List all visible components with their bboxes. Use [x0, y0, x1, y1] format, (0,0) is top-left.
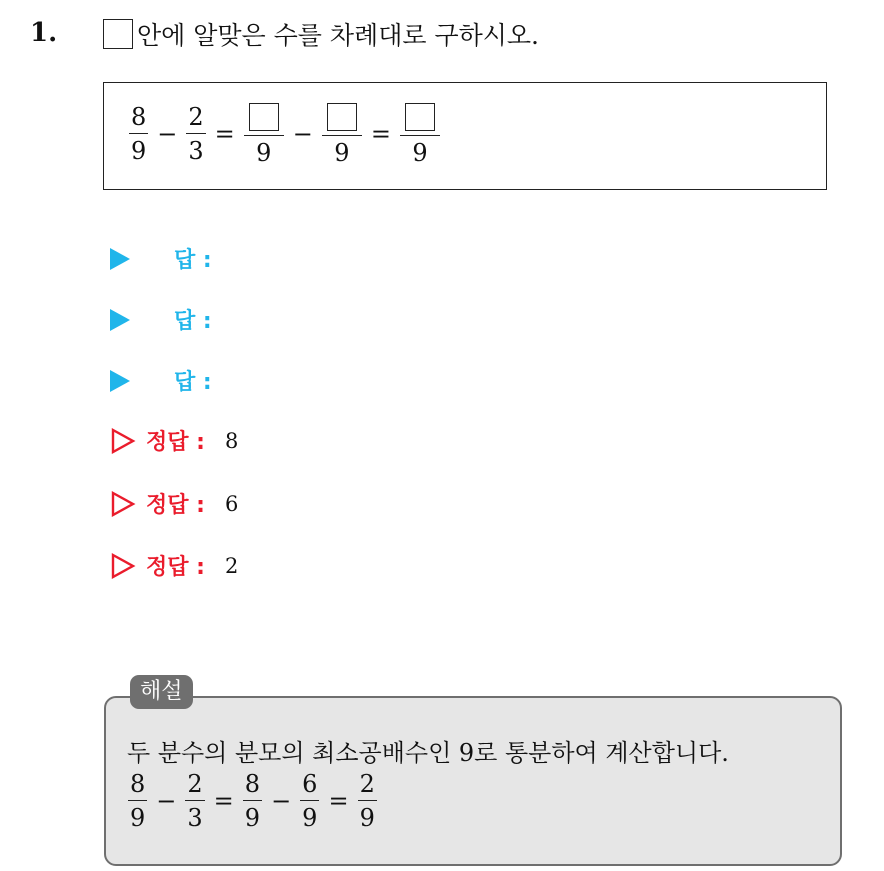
fraction-bar	[243, 800, 262, 801]
denominator: 3	[187, 804, 203, 832]
fraction-bar	[400, 135, 440, 136]
answer-label: 답 :	[174, 248, 212, 273]
answer-blank-1[interactable]	[249, 103, 279, 131]
denominator: 9	[412, 139, 428, 167]
question-instruction-line	[103, 16, 539, 52]
answer-row-3[interactable]	[110, 365, 212, 396]
correct-answer-label: 정답 :	[146, 430, 205, 455]
fraction	[358, 772, 377, 830]
denominator: 9	[131, 137, 147, 165]
fraction	[243, 772, 262, 830]
denominator: 9	[359, 804, 375, 832]
outline-triangle-icon	[110, 553, 136, 579]
denominator: 9	[302, 804, 318, 832]
denominator: 9	[256, 139, 272, 167]
explanation-text: 두 분수의 분모의 최소공배수인 9로 통분하여 계산합니다.	[127, 739, 729, 767]
fraction-bar	[244, 135, 284, 136]
equation-row	[126, 103, 443, 165]
numerator: 2	[188, 103, 204, 131]
blank-fraction-3	[400, 103, 440, 165]
outline-triangle-icon	[110, 428, 136, 454]
correct-answer-value: 6	[224, 491, 239, 516]
correct-answer-label: 정답 :	[146, 555, 205, 580]
fraction	[128, 772, 147, 830]
equals-sign: =	[214, 120, 235, 148]
numerator: 2	[187, 770, 203, 798]
equals-sign: =	[213, 787, 234, 815]
numerator: 8	[131, 103, 147, 131]
correct-answer-row-1	[110, 425, 238, 456]
equation-box	[103, 82, 827, 190]
explanation-tab: 해설	[130, 675, 193, 709]
fraction	[300, 772, 319, 830]
fraction-bar	[129, 133, 148, 134]
play-triangle-icon	[110, 370, 130, 392]
explanation-equation	[125, 772, 380, 830]
numerator: 2	[359, 770, 375, 798]
denominator: 9	[130, 804, 146, 832]
denominator: 9	[244, 804, 261, 832]
play-triangle-icon	[110, 309, 130, 331]
question-number: 1.	[30, 18, 58, 48]
answer-blank-3[interactable]	[405, 103, 435, 131]
minus-sign: −	[292, 120, 313, 148]
answer-label: 답 :	[174, 309, 212, 334]
denominator: 9	[334, 139, 350, 167]
blank-fraction-1	[244, 103, 284, 165]
fraction-2-3	[186, 105, 205, 163]
equals-sign: =	[370, 120, 391, 148]
correct-answer-value: 2	[224, 553, 239, 578]
numerator: 8	[130, 770, 146, 798]
answer-blank-2[interactable]	[327, 103, 357, 131]
outline-triangle-icon	[110, 491, 136, 517]
fraction-bar	[128, 800, 147, 801]
minus-sign: −	[156, 787, 177, 815]
fraction-bar	[185, 800, 204, 801]
numerator: 6	[302, 770, 318, 798]
answer-label: 답 :	[174, 370, 212, 395]
question-instruction: 안에 알맞은 수를 차례대로 구하시오.	[137, 21, 539, 50]
equals-sign: =	[328, 787, 349, 815]
correct-answer-row-2	[110, 488, 238, 519]
fraction-bar	[358, 800, 377, 801]
fraction	[185, 772, 204, 830]
fraction-bar	[300, 800, 319, 801]
fraction-bar	[322, 135, 362, 136]
denominator: 3	[188, 137, 204, 165]
play-triangle-icon	[110, 248, 130, 270]
numerator: 8	[244, 770, 261, 798]
blank-fraction-2	[322, 103, 362, 165]
answer-row-1[interactable]	[110, 243, 212, 274]
fraction-bar	[186, 133, 205, 134]
correct-answer-label: 정답 :	[146, 493, 205, 518]
minus-sign: −	[271, 787, 292, 815]
blank-box-icon	[103, 19, 133, 49]
minus-sign: −	[157, 120, 178, 148]
correct-answer-value: 8	[224, 428, 239, 453]
answer-row-2[interactable]	[110, 304, 212, 335]
fraction-8-9	[129, 105, 148, 163]
correct-answer-row-3	[110, 550, 238, 581]
